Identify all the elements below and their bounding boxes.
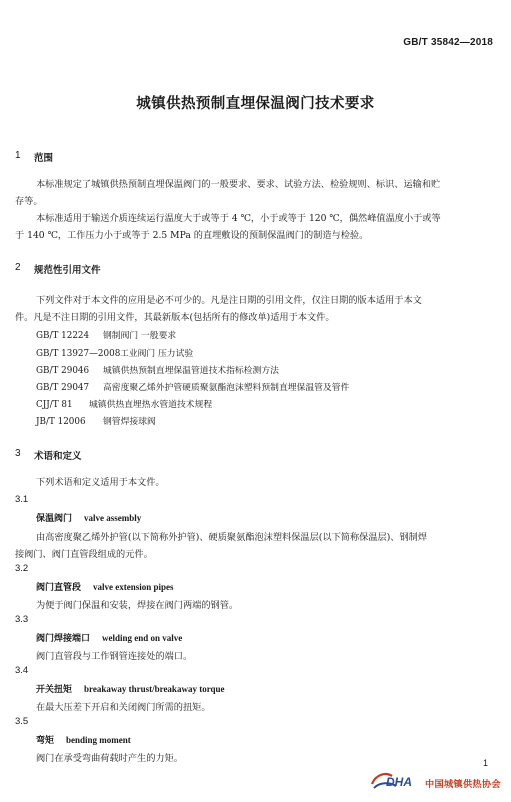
section-1-para-2-line-2: 于 140 ℃，工作压力小于或等于 2.5 MPa 的直埋敷设的预制保温阀门的制造与检验。: [15, 230, 369, 241]
reference-item: [36, 328, 176, 341]
page-number: 1: [483, 758, 489, 768]
section-2-title: 规范性引用文件: [34, 265, 101, 276]
term-heading: [36, 733, 131, 746]
term-en: bending moment: [66, 735, 131, 745]
reference-code: GB/T 13927—2008: [36, 349, 121, 359]
document-title: 城镇供热预制直埋保温阀门技术要求: [136, 96, 375, 112]
reference-name: 钢制阀门 一般要求: [103, 331, 177, 341]
term-heading: [36, 580, 174, 593]
term-en: breakaway thrust/breakaway torque: [84, 684, 225, 694]
term-heading: [36, 682, 225, 695]
term-en: welding end on valve: [102, 633, 183, 643]
term-number: 3.1: [15, 494, 29, 505]
reference-item: [36, 414, 156, 427]
term-definition-line-1: 由高密度聚乙烯外护管(以下简称外护管)、硬质聚氨酯泡沫塑料保温层(以下简称保温层)、钢制焊: [36, 532, 428, 543]
term-zh: 开关扭矩: [36, 685, 73, 695]
term-number: 3.5: [15, 716, 29, 727]
term-definition-line-1: 阀门直管段与工作钢管连接处的端口。: [36, 651, 193, 662]
term-zh: 阀门焊接端口: [36, 634, 91, 644]
reference-name: 高密度聚乙烯外护管硬质聚氨酯泡沫塑料预制直埋保温管及管件: [103, 383, 350, 393]
section-2-para-line-1: 下列文件对于本文件的应用是必不可少的。凡是注日期的引用文件，仅注日期的版本适用于本文: [36, 295, 422, 306]
reference-code: GB/T 29047: [36, 383, 90, 393]
section-1-para-2-line-1: 本标准适用于输送介质连续运行温度大于或等于 4 ℃，小于或等于 120 ℃，偶然峰值温度小于或等: [36, 213, 441, 224]
logo-organization: 中国城镇供热协会: [425, 779, 501, 790]
section-3-number: 3: [15, 448, 21, 459]
section-1-para-1-line-2: 存等。: [15, 196, 43, 207]
term-definition-line-2: 接阀门、阀门直管段组成的元件。: [15, 549, 153, 560]
section-2-para-line-2: 件。凡是不注日期的引用文件，其最新版本(包括所有的修改单)适用于本文件。: [15, 312, 335, 323]
section-2-number: 2: [15, 262, 21, 273]
term-zh: 阀门直管段: [36, 583, 82, 593]
section-3-intro: 下列术语和定义适用于本文件。: [36, 477, 165, 488]
reference-name: 城镇供热预制直埋保温管道技术指标检测方法: [103, 366, 279, 376]
reference-name: 钢管焊接球阀: [103, 417, 156, 427]
logo-wordmark: DHA: [386, 775, 412, 789]
section-1-title: 范围: [34, 153, 54, 164]
section-1-para-1-line-1: 本标准规定了城镇供热预制直埋保温阀门的一般要求、要求、试验方法、检验规则、标识、运输和贮: [36, 179, 441, 190]
term-zh: 弯矩: [36, 736, 55, 746]
term-number: 3.3: [15, 614, 29, 625]
reference-item: [36, 380, 349, 393]
term-definition-line-1: 为便于阀门保温和安装，焊接在阀门两端的钢管。: [36, 600, 239, 611]
reference-item: [36, 346, 193, 359]
reference-name: 城镇供热直埋热水管道技术规程: [89, 400, 213, 410]
reference-code: CJJ/T 81: [36, 400, 73, 410]
term-zh: 保温阀门: [36, 514, 73, 524]
term-definition-line-1: 在最大压差下开启和关闭阀门所需的扭矩。: [36, 702, 211, 713]
reference-item: [36, 363, 279, 376]
reference-code: JB/T 12006: [36, 417, 86, 427]
reference-code: GB/T 12224: [36, 331, 90, 341]
term-heading: [36, 631, 182, 644]
reference-name: 工业阀门 压力试验: [120, 349, 194, 359]
term-en: valve extension pipes: [93, 582, 174, 592]
term-definition-line-1: 阀门在承受弯曲荷载时产生的力矩。: [36, 753, 183, 764]
term-number: 3.4: [15, 665, 29, 676]
section-3-title: 术语和定义: [34, 451, 82, 462]
reference-code: GB/T 29046: [36, 366, 90, 376]
section-1-number: 1: [15, 150, 21, 161]
reference-item: [36, 397, 212, 410]
term-heading: [36, 511, 141, 524]
term-en: valve assembly: [84, 513, 142, 523]
term-number: 3.2: [15, 563, 29, 574]
standard-code: GB/T 35842—2018: [403, 37, 493, 48]
